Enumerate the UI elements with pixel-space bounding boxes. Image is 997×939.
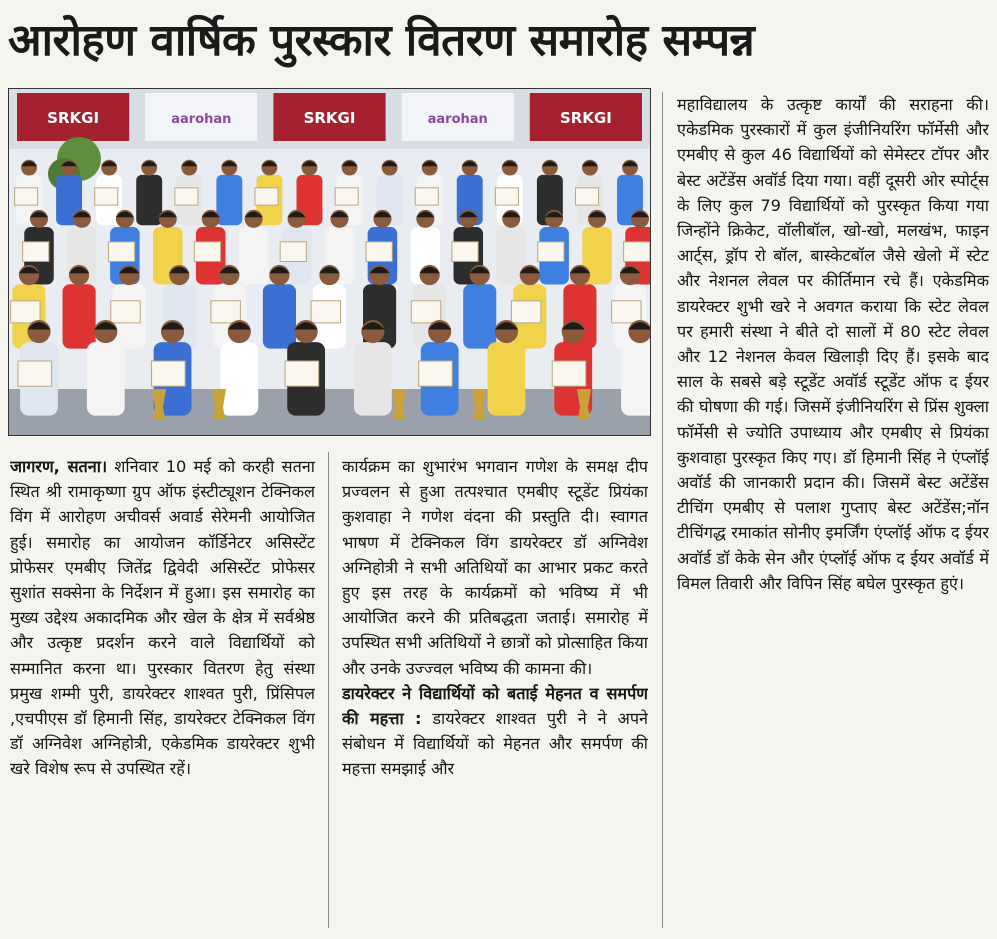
column-2-text-continued: डायरेक्टर शाश्वत पुरी ने ने अपने संबोधन में विद्यार्थियों को मेहनत और समर्पण की महत्ता समझाई और: [342, 709, 648, 779]
certificate: [111, 301, 140, 323]
article-column-1: [10, 454, 315, 924]
certificate: [175, 188, 198, 205]
certificate: [108, 242, 134, 262]
banner-text: SRKGI: [303, 109, 356, 127]
certificate: [576, 188, 599, 205]
certificate: [255, 188, 278, 205]
certificate: [18, 361, 52, 386]
subheading: डायरेक्टर ने विद्यार्थियों को बताई मेहनत व समर्पण की महत्ता :: [342, 683, 648, 729]
certificate: [280, 242, 306, 262]
certificate: [11, 301, 40, 323]
certificate: [552, 361, 586, 386]
column-3-text: महाविद्यालय के उत्कृष्ट कार्यों की सराहना की। एकेडमिक पुरस्कारों में कुल इंजीनियरिंग फॉर्मेसी और एमबीए से कुल 46 विद्यार्थियों को सेमेस्टर टॉपर और बेस्ट अटेंडेंस अवॉर्ड दिया गया। वहीं दूसरी ओर स्पोर्ट्स के लिए कुल 79 विद्यार्थियों को पुरस्कृत किया गया जिन्होंने क्रिकेट, वॉलीबॉल, खो-खो, मलखंभ, फाइन आर्ट्स, ड्रॉप रो बॉल, बास्केटबॉल जैसे खेलो में स्टेट और नेशनल लेवल पर कीर्तिमान रचे हैं। एकेडमिक डायरेक्टर शुभी खरे ने अवगत कराया कि स्टेट लेवल पर हमारी संस्था ने बीते दो सालों में 80 स्टेट लेवल और 12 नेशनल केवल खिलाड़ी दिए हैं। इसके बाद साल के सबसे बड़े स्टूडेंट अवॉर्ड स्टूडेंट ऑफ द ईयर की घोषणा की गई। जिसमें इंजीनियरिंग से प्रिंस शुक्ला फॉर्मेसी से ज्योति उपाध्याय और एमबीए से प्रियंका कुशवाहा पुरस्कृत किए गए। डॉ हिमानी सिंह ने एंप्लॉई अवॉर्ड की जानकारी प्रदान की। जिसमें बेस्ट अटेंडेंस टीचिंग एमबीए से पलाश गुप्ताए बेस्ट अटेंडेंस;नॉन टीचिंगद्ध रमाकांत सोनीए इमर्जिंग एंप्लॉई ऑफ द ईयर अवॉर्ड डॉ केके सेन और एंप्लॉई ऑफ द ईयर अवॉर्ड में विमल तिवारी और विपिन सिंह बघेल पुरस्कृत हुएं।: [677, 95, 989, 593]
certificate: [23, 242, 49, 262]
certificate: [194, 242, 220, 262]
certificate: [15, 188, 38, 205]
column-1-text: शनिवार 10 मई को करही सतना स्थित श्री रामाकृष्णा ग्रुप ऑफ इंस्टीट्यूशन टेक्निकल विंग में आरोहण अचीवर्स अवार्ड सेरेमनी आयोजित हुई। समारोह का आयोजन कॉर्डिनेटर असिस्टेंट प्रोफेसर एमबीए जितेंद्र द्विवेदी असिस्टेंट प्रोफेसर सुशांत सक्सेना के निर्देशन में हुआ। इस समारोह का मुख्य उद्देश्य अकादमिक और खेल के क्षेत्र में सर्वश्रेष्ठ और उत्कृष्ट प्रदर्शन करने वाले विद्यार्थियों को सम्मानित करना था। पुरस्कार वितरण हेतु संस्था प्रमुख शम्मी पुरी, डायरेक्टर शाश्वत पुरी, प्रिंसिपल ,एचपीएस डॉ हिमानी सिंह, डायरेक्टर टेक्निकल विंग डॉ अग्निवेश अग्निहोत्री, एकेडमिक डायरेक्टर शुभी खरे विशेष रूप से उपस्थित रहें।: [10, 457, 315, 779]
certificate: [152, 361, 186, 386]
certificate: [612, 301, 641, 323]
banner-text: SRKGI: [47, 109, 100, 127]
certificate: [419, 361, 453, 386]
certificate: [95, 188, 118, 205]
certificate: [211, 301, 240, 323]
column-divider: [662, 92, 663, 928]
award-ceremony-photo: [8, 88, 651, 436]
article-column-2: [342, 454, 648, 924]
certificate: [495, 188, 518, 205]
certificate: [285, 361, 319, 386]
certificate: [415, 188, 438, 205]
certificate: [411, 301, 440, 323]
banner-text: SRKGI: [559, 109, 612, 127]
dateline: जागरण, सतना।: [10, 457, 108, 476]
certificate: [624, 242, 650, 262]
headline: आरोहण वार्षिक पुरस्कार वितरण समारोह सम्पन्न: [8, 15, 755, 66]
banner-text: aarohan: [171, 112, 232, 127]
column-divider: [328, 452, 329, 928]
article-column-3: [677, 92, 989, 928]
certificate: [538, 242, 564, 262]
column-2-text: कार्यक्रम का शुभारंभ भगवान गणेश के समक्ष दीप प्रज्वलन से हुआ तत्पश्चात एमबीए स्टूडेंट प्रियंका कुशवाहा ने गणेश वंदना की प्रस्तुति दी। स्वागत भाषण में टेक्निकल विंग डायरेक्टर डॉ अग्निवेश अग्निहोत्री ने सभी अतिथियों का आभार प्रकट करते हुए इस तरह के कार्यक्रमों को भविष्य में भी आयोजित करने की प्रतिबद्धता जताई। समारोह में उपस्थित सभी अतिथियों ने छात्रों को प्रोत्साहित किया और उनके उज्ज्वल भविष्य की कामना की।: [342, 457, 648, 678]
certificate: [335, 188, 358, 205]
certificate: [311, 301, 340, 323]
certificate: [366, 242, 392, 262]
certificate: [511, 301, 540, 323]
certificate: [452, 242, 478, 262]
banner-text: aarohan: [427, 112, 488, 127]
